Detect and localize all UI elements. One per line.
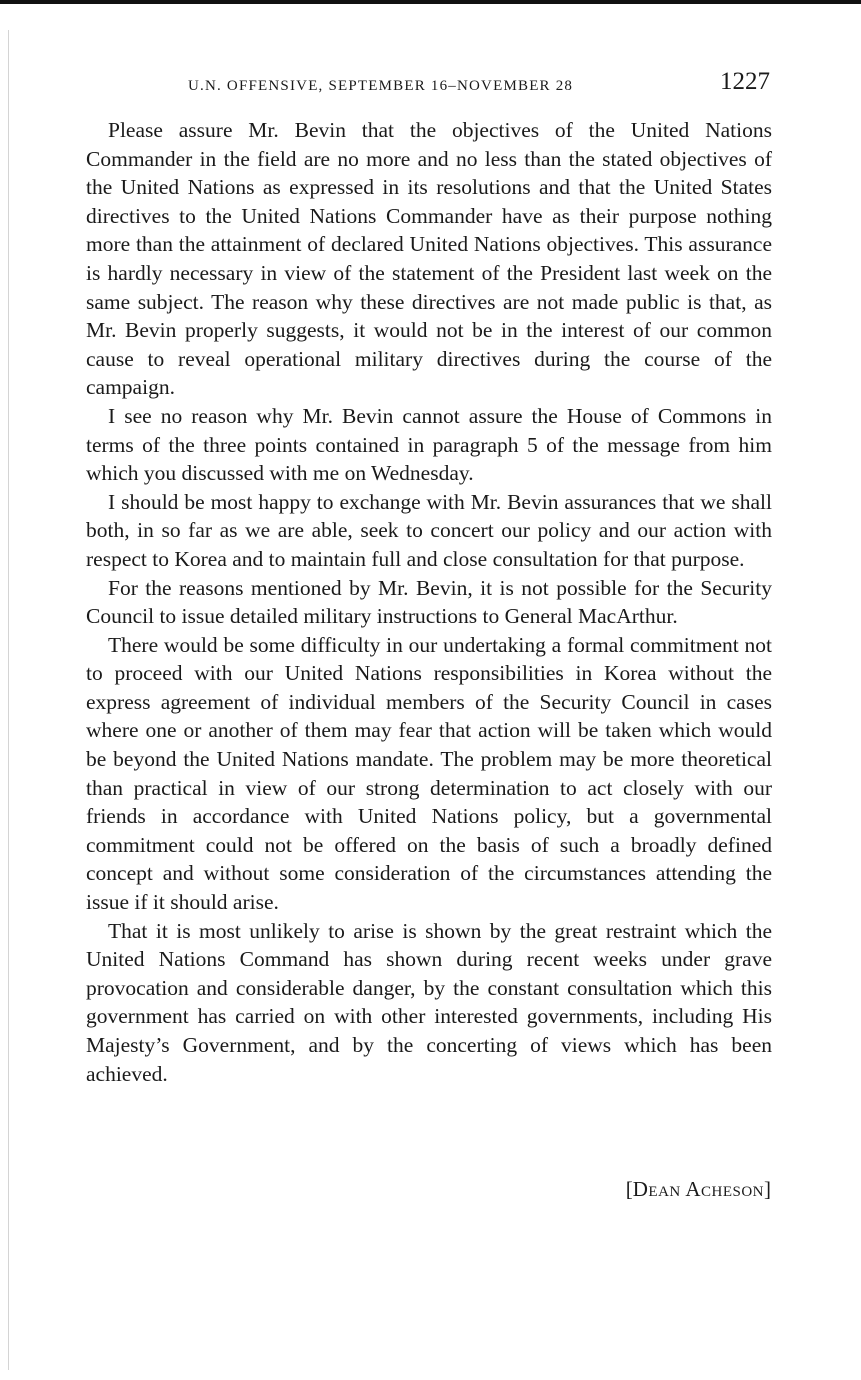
paragraph-4: For the reasons mentioned by Mr. Bevin, it is not possible for the Security Council to issue detailed military instructions to General MacArthur. xyxy=(86,575,772,629)
signature-open-bracket: [ xyxy=(625,1177,633,1201)
paragraph-3: I should be most happy to exchange with Mr. Bevin assurances that we shall both, in so far as we are able, seek to concert our policy and our action with respect to Korea and to maintain full and close consultation for that purpose. xyxy=(86,489,772,571)
paragraph-1: Please assure Mr. Bevin that the objectives of the United Nations Commander in the field are no more and no less than the stated objectives of the United Nations as expressed in its resolutions and that the United States directives to the United Nations Commander have as their purpose nothing more than the attainment of declared United Nations objectives. This assurance is hardly necessary in view of the statement of the President last week on the same subject. The reason why these directives are not made public is that, as Mr. Bevin properly suggests, it would not be in the interest of our common cause to reveal operational military directives during the course of the campaign. xyxy=(86,118,772,400)
page-number: 1227 xyxy=(720,68,770,95)
paragraph-6: That it is most unlikely to arise is shown by the great restraint which the United Nations Command has shown during recent weeks under grave provocation and considerable danger, by the constant consultation which this government has carried on with other interested governments, including His Majesty’s Government, and by the concerting of views which has been achieved. xyxy=(86,918,772,1086)
running-title: U.N. OFFENSIVE, SEPTEMBER 16–NOVEMBER 28 xyxy=(188,78,574,94)
signature xyxy=(626,1177,771,1202)
paragraph-2: I see no reason why Mr. Bevin cannot assure the House of Commons in terms of the three points contained in paragraph 5 of the message from him which you discussed with me on Wednesday. xyxy=(86,403,772,486)
paragraph-5: There would be some difficulty in our undertaking a formal commitment not to proceed with our United Nations responsibilities in Korea without the express agreement of individual members of the Security Council in cases where one or another of them may fear that action will be taken which would be beyond the United Nations mandate. The problem may be more theoretical than practical in view of our strong determination to act closely with our friends in accordance with United Nations policy, but a governmental commitment could not be offered on the basis of such a broadly defined concept and without some consideration of the circumstances attending the issue if it should arise. xyxy=(86,632,772,915)
running-header xyxy=(86,66,770,106)
page-left-edge xyxy=(8,30,9,1370)
top-border-rule xyxy=(0,0,861,4)
body-text xyxy=(86,116,772,1088)
signature-close-bracket: ] xyxy=(764,1177,771,1201)
signature-name: Dean Acheson xyxy=(632,1177,764,1201)
